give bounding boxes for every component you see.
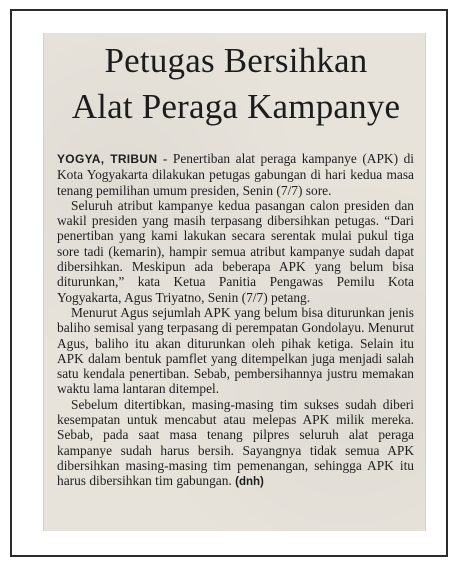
- paragraph-1-text: - Penertiban alat peraga kampanye (APK) di Kota Yogyakarta dilakukan petugas gabungan di hari kedua masa tenang pemilihan umum presiden, Senin (7/7) sore.: [57, 151, 414, 198]
- byline: (dnh): [235, 476, 264, 489]
- paragraph-2: Seluruh atribut kampanye kedua pasangan calon presiden dan wakil presiden yang masih terpasang dibersihkan petugas. “Dari penertiban yang kami lakukan secara serentak mulai pukul tiga sore tadi (kemarin), hampir semua atribut kampanye sudah dapat dibersihkan. Meskipun ada beberapa APK yang belum bisa diturunkan,” kata Ketua Panitia Pengawas Pemilu Kota Yogyakarta, Agus Triyatno, Senin (7/7) petang.: [57, 197, 414, 305]
- headline: [50, 38, 422, 130]
- paragraph-4: [57, 397, 414, 491]
- headline-line-1: Petugas Bersihkan: [104, 41, 368, 80]
- paragraph-3: Menurut Agus sejumlah APK yang belum bisa diturunkan jenis baliho semisal yang terpasang di perempatan Gondolayu. Menurut Agus, baliho itu akan diturunkan oleh pihak ketiga. Selain itu APK dalam bentuk pamflet yang ditempelkan juga menjadi salah satu kendala penertiban. Sebab, pembersihannya justru memakan waktu lama lantaran ditempel.: [57, 304, 414, 397]
- headline-line-2: Alat Peraga Kampanye: [71, 87, 401, 126]
- paragraph-1: [57, 151, 414, 198]
- dateline: YOGYA, TRIBUN: [57, 152, 158, 166]
- article-body: [57, 151, 414, 491]
- paragraph-4-text: Sebelum ditertibkan, masing-masing tim sukses sudah diberi kesempatan untuk mencabut atau melepas APK milik mereka. Sebab, pada saat masa tenang pilpres seluruh alat peraga kampanye sudah harus bersih. Sayangnya tidak semua APK dibersihkan masing-masing tim pemenangan, sehingga APK itu harus dibersihkan tim gabungan.: [57, 396, 414, 489]
